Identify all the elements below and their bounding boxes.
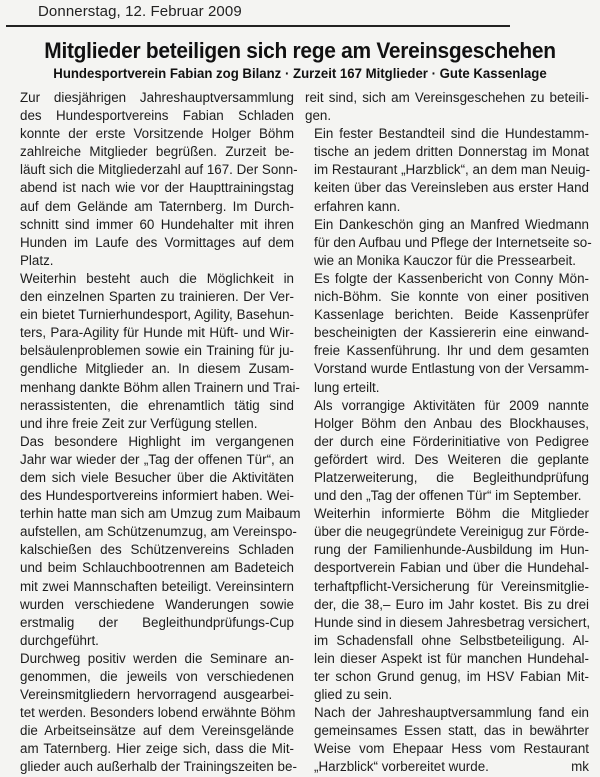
text-line: dem sich viele Besucher über die Aktivitäten	[20, 469, 294, 485]
text-line: gemeinsames Essen statt, das in bewährter	[314, 723, 589, 739]
text-line: belsäulenproblemen sowie ein Training für ju-	[20, 343, 294, 359]
text-line: Jahr war wieder der „Tag der offenen Tür“, an	[20, 451, 294, 467]
text-line: Hunden im Laufe des Vormittages auf dem	[20, 234, 294, 250]
text-line: tet werden. Besonders lobend erwähnte Böhm	[20, 705, 296, 721]
text-line: und beim Schlauchbootrennen am Badeteich	[20, 560, 294, 576]
text-line: der durch eine Förderinitiative von Pedigree	[314, 433, 589, 449]
text-line: rung der Familienhunde-Ausbildung im Hun-	[314, 542, 589, 558]
text-line: Weiterhin informierte Böhm die Mitglieder	[314, 506, 589, 522]
text-line: genommen, die jeweils von verschiedenen	[20, 669, 294, 684]
text-line: ein bietet Turnierhundesport, Agility, Basehun-	[20, 307, 294, 323]
text-line: wie an Monika Kauczor für die Pressearbeit.	[314, 252, 576, 268]
text-line: am Taternberg. Hier zeige sich, dass die Mit-	[20, 741, 294, 757]
text-line: Platz.	[20, 252, 54, 268]
text-line: Platzerweiterung, die Begleithundprüfung	[314, 469, 589, 485]
text-line: konnte der erste Vorsitzende Holger Böhm	[20, 126, 294, 142]
text-line: Vorstand wurde Entlastung von der Versamm-	[314, 361, 589, 377]
text-line: wurden verschiedene Wanderungen sowie	[20, 596, 294, 612]
text-line: Hunde sind in diesem Jahresbetrag versichert,	[314, 614, 591, 630]
text-line: Weise vom Ehepaar Hess vom Restaurant	[314, 741, 589, 757]
text-line: ters, Para-Agility für Hunde mit Hüft- und Wir-	[20, 325, 294, 341]
text-line: für den Aufbau und Pflege der Internetseite so-	[314, 234, 592, 250]
text-line: glieder auch außerhalb der Trainingszeiten be-	[20, 759, 297, 775]
author-signoff: mk	[571, 759, 589, 775]
publication-date: Donnerstag, 12. Februar 2009	[38, 3, 242, 20]
article-paragraph	[11, 433, 301, 650]
article-paragraph	[305, 505, 589, 704]
text-line: kalschießen des Schützenvereins Schladen	[20, 542, 294, 558]
text-line: erstmalig der Begleithundprüfungs-Cup	[20, 614, 294, 630]
text-line: terhaftpflicht-Versicherung für Vereinsmitglie-	[314, 578, 589, 594]
text-line: lung erteilt.	[314, 379, 380, 395]
text-line: nerassistenten, die ehrenamtlich tätig sind	[20, 397, 294, 413]
text-line: mit zwei Mannschaften beteiligt. Vereinsintern	[20, 578, 294, 594]
text-line: Ein Dankeschön ging an Manfred Wiedmann	[314, 216, 589, 232]
text-line: gen.	[305, 108, 332, 124]
text-line: die Arbeitseinsätze auf dem Vereinsgelände	[20, 723, 294, 739]
text-line: terhin hatte man sich am Umzug zum Maibaum	[20, 506, 301, 522]
text-line: aufstellen, am Schützenumzug, am Vereinspo-	[20, 524, 297, 540]
text-line: glied zu sein.	[314, 687, 393, 703]
text-line: abend ist nach wie vor der Haupttrainingstag	[20, 180, 294, 196]
article-paragraph	[305, 89, 589, 125]
text-line: läuft sich die Mitgliederzahl auf 167. Der Sonn-	[20, 162, 298, 178]
article-paragraph	[305, 216, 592, 270]
article-column-left	[11, 89, 301, 777]
text-line: und den „Tag der offenen Tür“ im September.	[314, 488, 582, 504]
article-paragraph	[305, 125, 589, 215]
text-line: zahlreiche Mitglieder begrüßen. Zurzeit be-	[20, 144, 294, 160]
article-paragraph	[11, 650, 297, 777]
text-line: menhang dankte Böhm allen Trainern und Trai-	[20, 379, 300, 395]
article-headline: Mitglieder beteiligen sich rege am Vereinsgeschehen	[44, 38, 556, 63]
article-paragraph	[11, 89, 298, 270]
text-line: nich-Böhm. Sie konnte von einer positiven	[314, 289, 589, 305]
article-column-right	[305, 89, 592, 777]
article-paragraph	[305, 270, 589, 397]
text-line: schnitt sind immer 60 Hundehalter mit ihren	[20, 216, 294, 232]
text-line: tische an jedem dritten Donnerstag im Monat	[314, 144, 589, 160]
text-line: freie Kassenführung. Ihr und dem gesamten	[314, 343, 589, 359]
article-paragraph	[11, 270, 300, 433]
text-line: Es folgte der Kassenbericht von Conny Mön-	[314, 270, 589, 286]
text-line: Als vorrangige Aktivitäten für 2009 nannte	[314, 397, 589, 413]
text-line: lein dieser Aspekt ist für manchen Hundehal-	[314, 650, 589, 666]
text-line: Nach der Jahreshauptversammlung fand ein	[314, 705, 589, 721]
text-line: desportverein Fabian und über die Hundehal-	[314, 560, 589, 576]
text-line: erfahren kann.	[314, 198, 401, 214]
text-line: Kassenlage berichten. Beide Kassenprüfer	[314, 307, 589, 323]
text-line: bescheinigten der Kassiererin eine einwand-	[314, 325, 589, 341]
text-line: gefördert wird. Des Weiteren die geplante	[314, 451, 589, 467]
text-line: Holger Böhm den Anbau des Blockhauses,	[314, 415, 589, 431]
text-line: Zur diesjährigen Jahreshauptversammlung	[20, 90, 294, 105]
text-line: durchgeführt.	[20, 632, 99, 648]
text-line: im Schadensfall ohne Selbstbeteiligung. Al-	[314, 632, 589, 648]
article-paragraph	[305, 704, 589, 776]
text-line: Durchweg positiv werden die Seminare an-	[20, 650, 294, 666]
article-paragraph	[305, 397, 589, 506]
text-line: im Restaurant „Harzblick“, an dem man Neuig-	[314, 162, 591, 178]
text-line: Vereinsmitgliedern hervorragend ausgearbei-	[20, 687, 294, 703]
text-line: den einzelnen Sparten zu trainieren. Der Ver-	[20, 289, 294, 305]
header-rule	[6, 25, 510, 27]
text-line: auf dem Gelände am Taternberg. Im Durch-	[20, 198, 294, 214]
text-line: Weiterhin besteht auch die Möglichkeit in	[20, 270, 294, 286]
text-line: reit sind, sich am Vereinsgeschehen zu beteili-	[305, 90, 589, 105]
text-line: Das besondere Highlight im vergangenen	[20, 433, 294, 449]
text-line: ter schon Grund genug, im HSV Fabian Mit-	[314, 669, 589, 684]
text-line: gendliche Mitglieder an. In diesem Zusam-	[20, 361, 294, 377]
text-line: des Hundesportvereins Fabian Schladen	[20, 108, 294, 124]
text-line: über die neugegründete Vereinigug zur Förde-	[314, 524, 589, 540]
article-subheadline: Hundesportverein Fabian zog Bilanz · Zurzeit 167 Mitglieder · Gute Kassenlage	[53, 66, 547, 82]
text-line: und ihre freie Zeit zur Verfügung stellen.	[20, 415, 258, 431]
text-line: Ein fester Bestandteil sind die Hundestamm-	[314, 126, 589, 142]
text-line: „Harzblick“ vorbereitet wurde. mk	[305, 758, 589, 776]
text-line: der, die 38,– Euro im Jahr kostet. Bis zu drei	[314, 596, 589, 612]
text-line: des Hundesportvereins informiert haben. Wei-	[20, 488, 294, 504]
text-line: keiten über das Vereinsleben aus erster Hand	[314, 180, 589, 196]
